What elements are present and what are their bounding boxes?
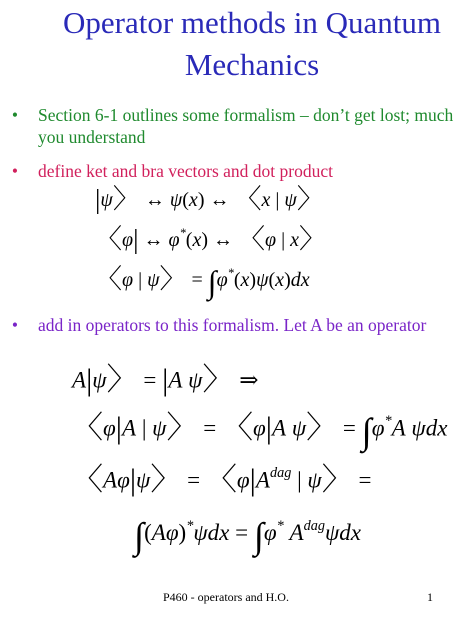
bullet-text: Section 6-1 outlines some formalism – don’t get lost; much you understand xyxy=(38,105,454,147)
footer-course: P460 - operators and H.O. xyxy=(163,590,289,604)
bullet-marker: • xyxy=(11,105,19,125)
bullet-text: define ket and bra vectors and dot product xyxy=(38,161,333,181)
slide-title-line-1: Operator methods in Quantum xyxy=(63,5,441,40)
bullet-marker: • xyxy=(11,315,19,335)
equation-matrix-element: 〈φ|A | ψ〉 = 〈φ|A ψ〉 = ∫φ*A ψdx xyxy=(72,410,448,452)
equation-adjoint-integral: ∫(Aφ)*ψdx = ∫φ* $A^{dag}\psi dx$ xyxy=(134,515,361,556)
slide-title-line-2: Mechanics xyxy=(184,47,320,82)
equation-dot-product: 〈φ | ψ〉 = ∫φ*(x)ψ(x)dx xyxy=(95,264,310,300)
bullet-marker: • xyxy=(11,161,19,181)
slide-title xyxy=(30,2,474,86)
equation-operator-on-ket: A|ψ〉 = |A ψ〉 ⇒ xyxy=(72,362,259,397)
equation-adjoint: 〈Aφ|ψ〉 = 〈$\varphi|A^{dag}$ | ψ〉 = xyxy=(72,462,372,497)
footer-page-number: 1 xyxy=(427,590,433,604)
bullet-text: add in operators to this formalism. Let A be an operator xyxy=(38,315,427,335)
equation-bra-phi: 〈φ| ↔ φ*(x) ↔ 〈φ | x〉 xyxy=(95,224,326,254)
equation-ket-psi: |ψ〉 ↔ ψ(x) ↔ 〈x | ψ〉 xyxy=(95,184,324,214)
